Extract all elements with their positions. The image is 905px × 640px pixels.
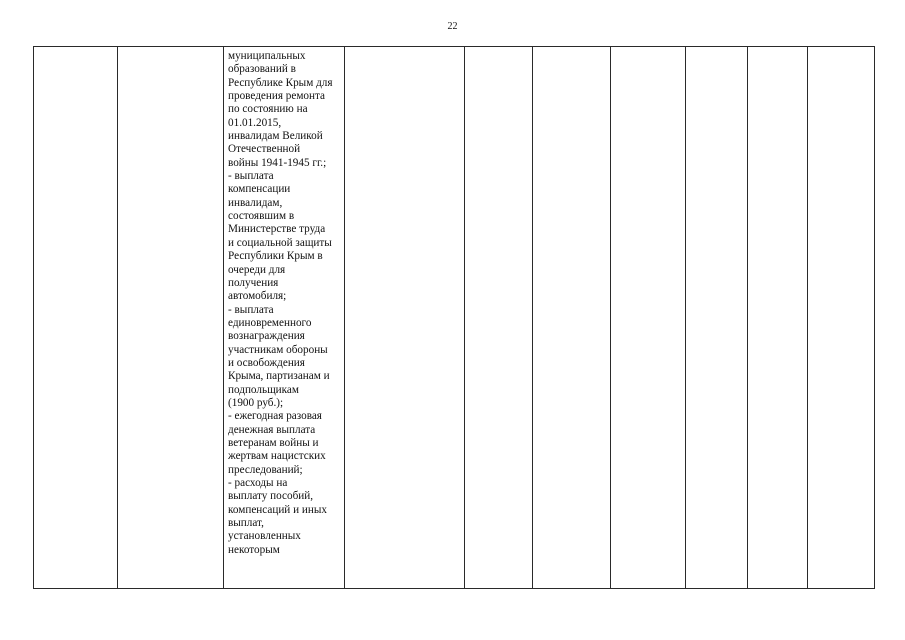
text-line: очереди для: [228, 263, 286, 276]
text-line: ветеранам войны и: [228, 436, 319, 449]
text-line: по состоянию на: [228, 103, 308, 116]
text-line: участникам обороны: [228, 343, 328, 356]
table-cell-col-3: [224, 47, 345, 589]
text-line: - расходы на: [228, 477, 288, 489]
table-cell-col-10: [808, 47, 875, 589]
table-cell-col-4: [345, 47, 465, 589]
table-cell-col-1: [34, 47, 118, 589]
text-line: муниципальных: [228, 50, 306, 62]
text-line: 01.01.2015,: [228, 116, 282, 129]
text-line: и освобождения: [228, 356, 305, 369]
text-line: выплату пособий,: [228, 490, 314, 503]
text-line: автомобиля;: [228, 290, 287, 303]
text-line: (1900 руб.);: [228, 396, 284, 409]
page-number: 22: [447, 21, 458, 32]
text-line: компенсации: [228, 183, 291, 196]
text-line: инвалидам Великой: [228, 130, 323, 143]
description-text: [224, 47, 344, 557]
table-cell-col-6: [533, 47, 611, 589]
text-line: получения: [228, 276, 279, 289]
text-line: подпольщикам: [228, 383, 299, 396]
table-row: [34, 47, 875, 589]
text-line: войны 1941-1945 гг.;: [228, 156, 327, 169]
table-cell-col-2: [118, 47, 224, 589]
text-line: денежная выплата: [228, 423, 316, 436]
text-line: - выплата: [228, 170, 274, 183]
text-line: состоявшим в: [228, 210, 295, 223]
text-line: образований в: [228, 63, 296, 76]
table-cell-col-9: [748, 47, 808, 589]
text-line: - выплата: [228, 303, 274, 316]
text-line: единовременного: [228, 316, 312, 329]
text-line: установленных: [228, 530, 301, 543]
text-line: и социальной защиты: [228, 236, 332, 249]
text-line: Отечественной: [228, 143, 301, 156]
text-line: Министерстве труда: [228, 223, 326, 236]
text-line: жертвам нацистских: [228, 450, 326, 463]
text-line: вознаграждения: [228, 330, 305, 343]
table-cell-col-8: [686, 47, 748, 589]
text-line: Республике Крым для: [228, 76, 333, 89]
text-line: Республики Крым в: [228, 250, 323, 263]
text-line: компенсаций и иных: [228, 503, 327, 516]
text-line: некоторым: [228, 543, 280, 556]
text-line: преследований;: [228, 463, 303, 476]
text-line: Крыма, партизанам и: [228, 370, 330, 383]
text-line: проведения ремонта: [228, 90, 325, 103]
text-line: выплат,: [228, 517, 264, 530]
document-table: [33, 46, 875, 589]
text-line: - ежегодная разовая: [228, 410, 322, 423]
text-line: инвалидам,: [228, 196, 283, 209]
table-cell-col-7: [611, 47, 686, 589]
table-cell-col-5: [465, 47, 533, 589]
